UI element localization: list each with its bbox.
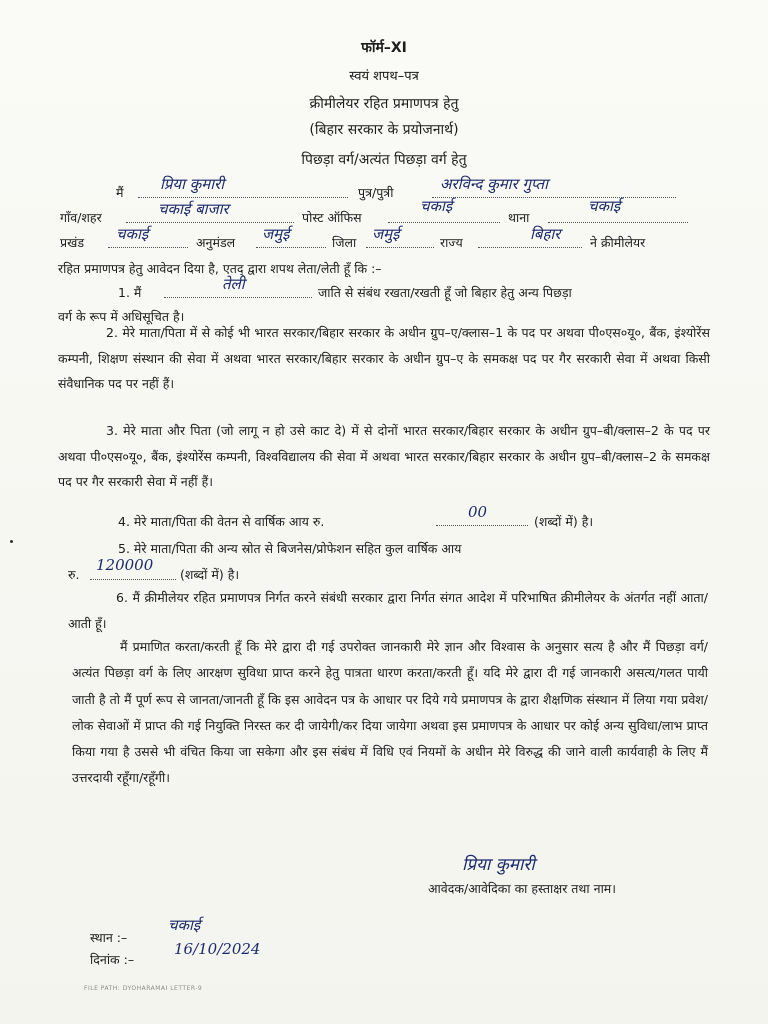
clause-5-suffix: (शब्दों में) है। <box>180 567 240 582</box>
file-path-footer: FILE PATH: DYOHARAMAI LETTER-9 <box>84 985 203 992</box>
caste-line2: वर्ग के रूप में अधिसूचित है। <box>58 309 185 324</box>
subdivision-value: जमुई <box>262 225 290 243</box>
clause-5-prefix: रु. <box>68 567 80 582</box>
caste-prefix: 1. मैं <box>118 285 142 300</box>
caste-dotted-line <box>164 297 312 298</box>
creamy-layer-tail: ने क्रीमीलेयर <box>590 235 646 250</box>
signature-caption: आवेदक/आवेदिका का हस्ताक्षर तथा नाम। <box>428 881 617 896</box>
salary-income-dotted-line <box>436 525 528 526</box>
thana-dotted-line <box>548 222 688 223</box>
caste-suffix: जाति से संबंध रखता/रखती हूँ जो बिहार हेतु अन्य पिछड़ा <box>318 285 572 300</box>
salary-income-value: 00 <box>468 503 488 521</box>
oath-intro: रहित प्रमाणपत्र हेतु आवेदन दिया है, एतद् द्वारा शपथ लेता/लेती हूँ कि :– <box>58 261 382 276</box>
clause-5-line1: 5. मेरे माता/पिता की अन्य स्रोत से बिजनेस/प्रोफेशन सहित कुल वार्षिक आय <box>118 541 462 556</box>
block-value: चकाई <box>116 225 149 243</box>
clause-3: 3. मेरे माता और पिता (जो लागू न हो उसे काट दे) में से दोनों भारत सरकार/बिहार सरकार के अधीन ग्रुप–बी/क्लास–2 के पद पर अथवा पी०एस०यू०, बैंक, इंश्योरेंस कम्पनी, विश्वविद्यालय की सेवा में अथवा भारत सरकार/बिहार सरकार के अधीन ग्रुप–बी/क्लास–2 के समकक्ष पद पर गैर सरकारी सेवा में नहीं हैं। <box>58 423 710 489</box>
certification-paragraph: मैं प्रमाणित करता/करती हूँ कि मेरे द्वारा दी गई उपरोक्त जानकारी मेरे ज्ञान और विश्वास के अनुसार सत्य है और मैं पिछड़ा वर्ग/अत्यंत पिछड़ा वर्ग के लिए आरक्षण सुविधा प्राप्त करने हेतु पात्रता धारण करता/करती हूँ। यदि मेरे द्वारा दी गई जानकारी असत्य/गलत पायी जाती है तो मैं पूर्ण रूप से जानता/जानती हूँ कि इस आवेदन पत्र के आधार पर दिये गये प्रमाणपत्र के द्वारा शैक्षणिक संस्थान में लिया गया प्रवेश/लोक सेवाओं में प्राप्त की गई नियुक्ति निरस्त कर दी जायेगी/कर दिया जायेगा अथवा इस प्रमाणपत्र के आधार पर कोई अन्य सुविधा/लाभ प्राप्त किया गया है उससे भी वंचित किया जा सकेगा और इस संबंध में विधि एवं नियमों के अधीन मेरे विरुद्ध की जाने वाली कार्यवाही के लिए मैं उत्तरदायी रहूँगा/रहूँगी। <box>72 639 708 786</box>
clause-6: 6. मैं क्रीमीलेयर रहित प्रमाणपत्र निर्गत करने संबंधी सरकार द्वारा निर्गत संगत आदेश में परिभाषित क्रीमीलेयर के अंतर्गत नहीं आता/आती हूँ। <box>68 590 708 631</box>
document-scope: (बिहार सरकार के प्रयोजनार्थ) <box>309 122 459 138</box>
clause-4-prefix: 4. मेरे माता/पिता की वेतन से वार्षिक आय रु. <box>118 514 325 529</box>
village-label: गाँव/शहर <box>60 210 102 225</box>
applicant-name: प्रिया कुमारी <box>160 175 225 193</box>
village-dotted-line <box>126 222 294 223</box>
block-label: प्रखंड <box>60 235 85 250</box>
applicant-signature: प्रिया कुमारी <box>462 855 535 875</box>
state-label: राज्य <box>440 235 463 250</box>
mai-label: मैं <box>116 185 124 200</box>
father-name: अरविन्द कुमार गुप्ता <box>440 175 548 193</box>
clause-4-suffix: (शब्दों में) है। <box>534 514 594 529</box>
form-number: फॉर्म–XI <box>361 40 407 56</box>
state-dotted-line <box>478 247 582 248</box>
putra-label: पुत्र/पुत्री <box>358 185 394 200</box>
document-type: स्वयं शपथ–पत्र <box>349 69 419 84</box>
other-income-value: 120000 <box>96 556 154 574</box>
post-label: पोस्ट ऑफिस <box>302 210 362 225</box>
thana-value: चकाई <box>588 197 621 215</box>
place-value: चकाई <box>168 916 201 934</box>
other-income-dotted-line <box>90 579 176 580</box>
name-dotted-line <box>138 197 348 198</box>
place-label: स्थान :– <box>90 930 128 945</box>
father-dotted-line <box>432 197 676 198</box>
caste-value: तेली <box>222 275 245 293</box>
margin-mark <box>10 540 13 543</box>
post-value: चकाई <box>420 197 453 215</box>
document-purpose: क्रीमीलेयर रहित प्रमाणपत्र हेतु <box>309 96 459 112</box>
village-value: चकाई बाजार <box>158 200 229 218</box>
state-value: बिहार <box>530 225 561 243</box>
district-label: जिला <box>332 235 357 250</box>
clause-2: 2. मेरे माता/पिता में से कोई भी भारत सरकार/बिहार सरकार के अधीन ग्रुप–ए/क्लास–1 के पद पर अथवा पी०एस०यू०, बैंक, इंश्योरेंस कम्पनी, शिक्षण संस्थान की सेवा में अथवा भारत सरकार/बिहार सरकार के अधीन ग्रुप–ए के समकक्ष पद पर गैर सरकारी सेवा में अथवा किसी संवैधानिक पद पर नहीं हैं। <box>58 325 710 391</box>
subdivision-dotted-line <box>256 247 326 248</box>
block-dotted-line <box>108 247 188 248</box>
district-dotted-line <box>366 247 434 248</box>
date-label: दिनांक :– <box>90 952 135 967</box>
district-value: जमुई <box>372 225 400 243</box>
thana-label: थाना <box>508 210 530 225</box>
subdivision-label: अनुमंडल <box>196 235 236 250</box>
date-value: 16/10/2024 <box>174 940 261 958</box>
post-dotted-line <box>388 222 500 223</box>
document-category: पिछड़ा वर्ग/अत्यंत पिछड़ा वर्ग हेतु <box>301 152 467 168</box>
